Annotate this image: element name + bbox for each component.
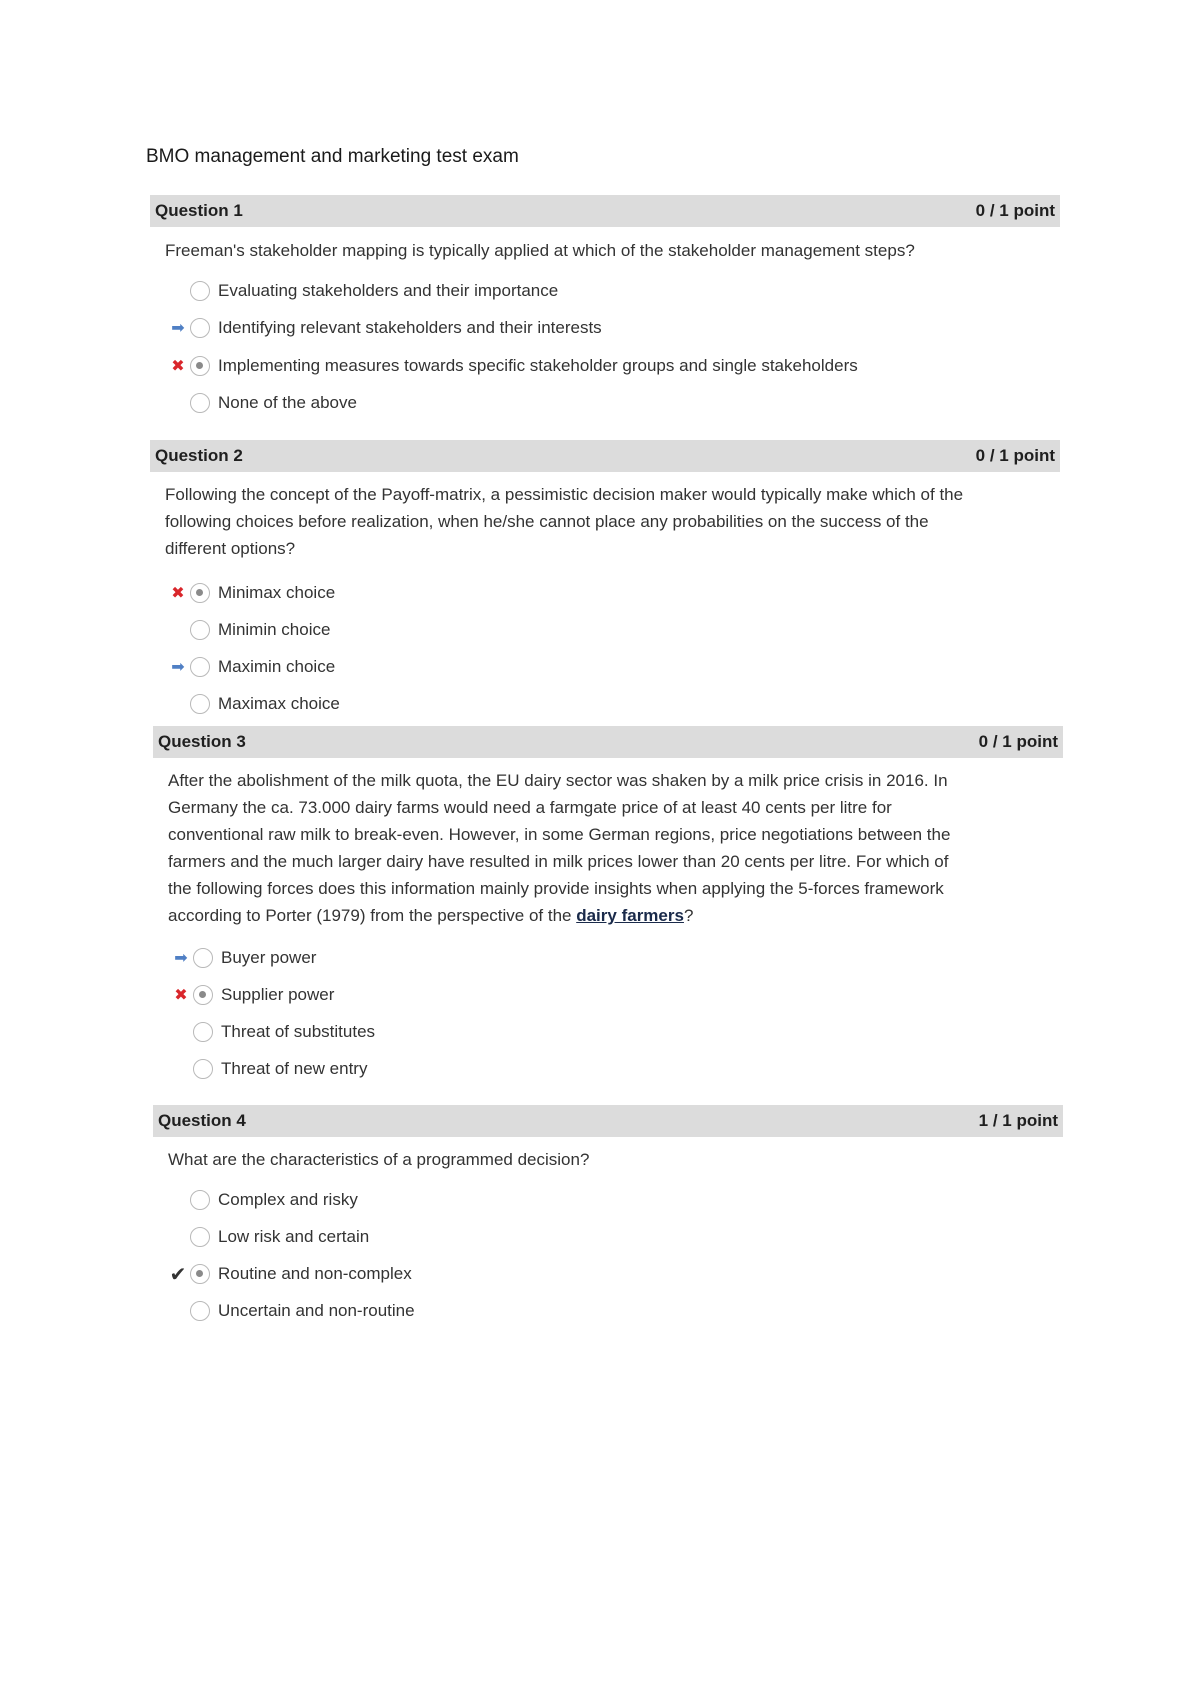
arrow-right-icon: ➡	[171, 659, 185, 676]
radio-button-selected[interactable]	[190, 1264, 210, 1284]
question-3-header	[153, 726, 1063, 758]
radio-button[interactable]	[190, 657, 210, 677]
option-label: Maximin choice	[218, 657, 336, 676]
option-label: Routine and non-complex	[218, 1264, 412, 1283]
option-label: Threat of new entry	[221, 1059, 368, 1078]
option-label: Minimax choice	[218, 583, 336, 602]
answer-option[interactable]	[166, 390, 357, 416]
document-title: BMO management and marketing test exam	[146, 146, 519, 167]
question-score: 0 / 1 point	[975, 201, 1055, 220]
answer-option[interactable]	[166, 278, 558, 304]
answer-option[interactable]	[169, 1019, 375, 1045]
radio-button[interactable]	[190, 281, 210, 301]
answer-option[interactable]	[166, 617, 330, 643]
cross-icon: ✖	[171, 358, 185, 375]
question-4-header	[153, 1105, 1063, 1137]
option-label: Supplier power	[221, 985, 335, 1004]
option-label: Minimin choice	[218, 620, 331, 639]
cross-icon: ✖	[171, 585, 185, 602]
radio-button-selected[interactable]	[193, 985, 213, 1005]
option-label: Uncertain and non-routine	[218, 1301, 415, 1320]
question-label: Question 2	[155, 446, 243, 465]
question-2-text: Following the concept of the Payoff-matrix, a pessimistic decision maker would typically make which of the following choices before realization, when he/she cannot place any probabilities on the success of the different options?	[165, 485, 964, 558]
answer-option[interactable]	[166, 1261, 412, 1287]
answer-option[interactable]	[166, 1187, 358, 1213]
question-2-header	[150, 440, 1060, 472]
arrow-right-icon: ➡	[171, 320, 185, 337]
option-label: None of the above	[218, 393, 357, 412]
question-score: 0 / 1 point	[975, 446, 1055, 465]
question-label: Question 4	[158, 1111, 246, 1130]
question-label: Question 1	[155, 201, 243, 220]
question-score: 1 / 1 point	[978, 1111, 1058, 1130]
answer-option[interactable]	[169, 1056, 367, 1082]
option-label: Complex and risky	[218, 1190, 358, 1209]
radio-button[interactable]	[190, 1190, 210, 1210]
question-4-text: What are the characteristics of a programmed decision?	[168, 1150, 590, 1169]
radio-button-selected[interactable]	[190, 356, 210, 376]
option-label: Maximax choice	[218, 694, 340, 713]
question-score: 0 / 1 point	[978, 732, 1058, 751]
emphasized-term: dairy farmers	[576, 906, 684, 925]
radio-button[interactable]	[193, 948, 213, 968]
answer-option[interactable]	[166, 1224, 369, 1250]
answer-option[interactable]	[166, 353, 858, 379]
radio-button[interactable]	[193, 1022, 213, 1042]
radio-button[interactable]	[190, 318, 210, 338]
arrow-right-icon: ➡	[174, 950, 188, 967]
option-label: Threat of substitutes	[221, 1022, 376, 1041]
answer-option[interactable]	[166, 654, 335, 680]
radio-button[interactable]	[190, 1227, 210, 1247]
answer-option[interactable]	[169, 982, 334, 1008]
radio-button[interactable]	[190, 620, 210, 640]
option-label: Low risk and certain	[218, 1227, 370, 1246]
radio-button-selected[interactable]	[190, 583, 210, 603]
answer-option[interactable]	[166, 691, 340, 717]
question-label: Question 3	[158, 732, 246, 751]
option-label: Evaluating stakeholders and their importance	[218, 281, 559, 300]
radio-button[interactable]	[190, 1301, 210, 1321]
answer-option[interactable]	[166, 315, 602, 341]
radio-button[interactable]	[190, 694, 210, 714]
option-label: Implementing measures towards specific stakeholder groups and single stakeholders	[218, 356, 858, 375]
question-1-text: Freeman's stakeholder mapping is typically applied at which of the stakeholder management steps?	[165, 241, 915, 260]
checkmark-icon: ✔	[169, 1263, 187, 1286]
radio-button[interactable]	[193, 1059, 213, 1079]
answer-option[interactable]	[169, 945, 316, 971]
cross-icon: ✖	[174, 987, 188, 1004]
answer-option[interactable]	[166, 580, 335, 606]
radio-button[interactable]	[190, 393, 210, 413]
question-3-text: After the abolishment of the milk quota, the EU dairy sector was shaken by a milk price crisis in 2016. In Germany the ca. 73.000 dairy farms would need a farmgate price of at least 40 cents per litre for conventional raw milk to break-even. However, in some German regions, price negotiations between the farmers and the much larger dairy have resulted in milk prices lower than 20 cents per litre. For which of the following forces does this information mainly provide insights when applying the 5-forces framework according to Porter (1979) from the perspective of the dairy farmers?	[168, 771, 951, 925]
option-label: Identifying relevant stakeholders and their interests	[218, 318, 602, 337]
question-1-header	[150, 195, 1060, 227]
option-label: Buyer power	[221, 948, 317, 967]
answer-option[interactable]	[166, 1298, 415, 1324]
